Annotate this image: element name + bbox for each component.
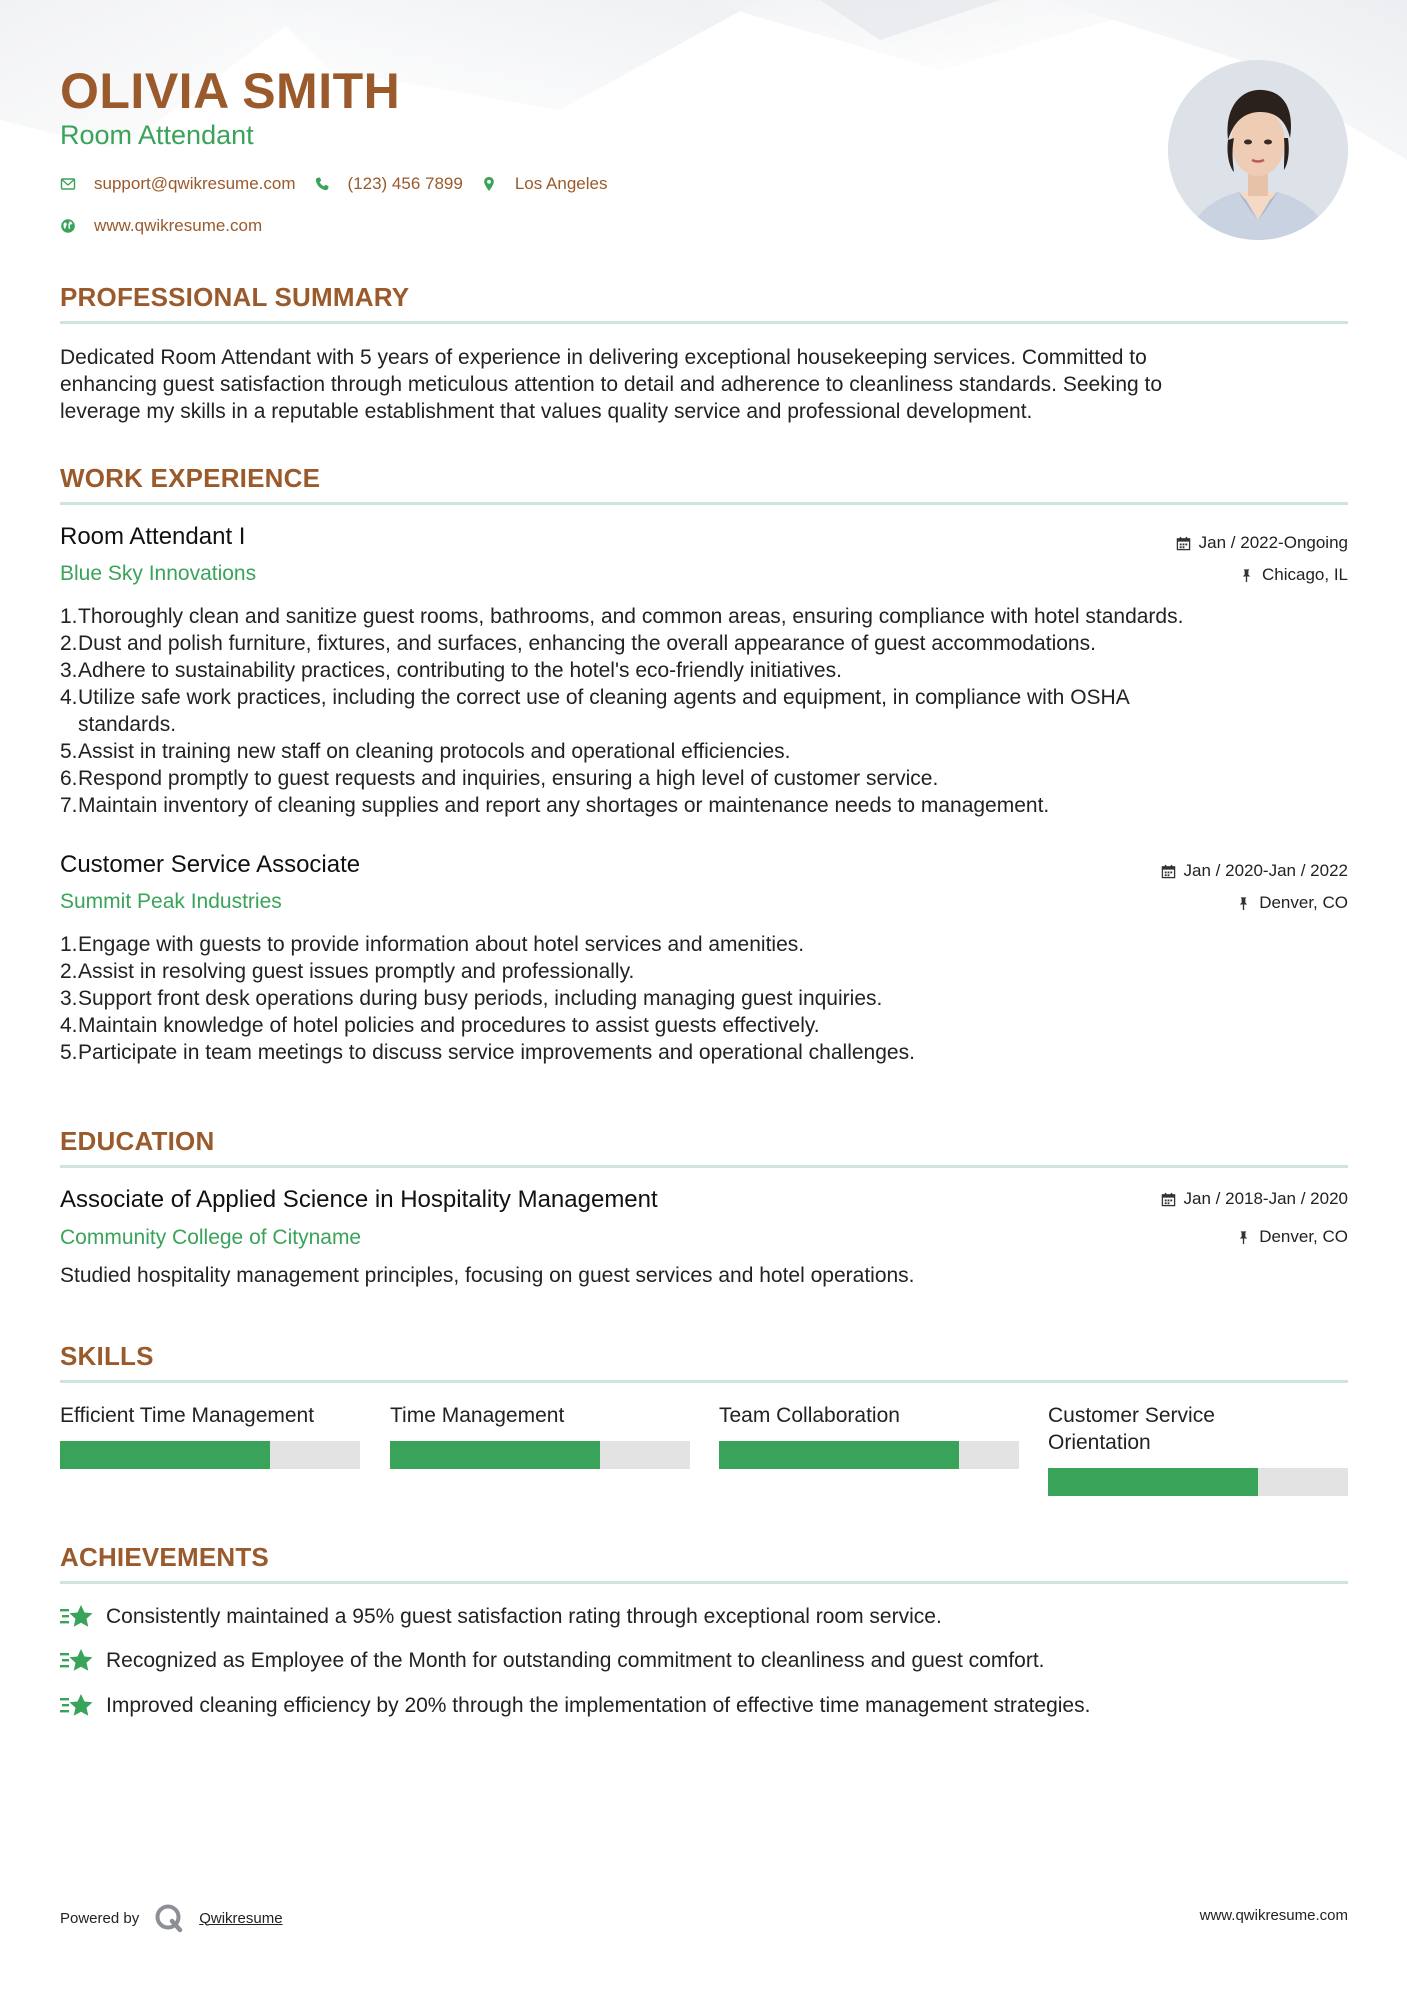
- education-section-title: EDUCATION: [60, 1126, 215, 1156]
- calendar-icon: [1176, 536, 1191, 551]
- skill-name: Time Management: [390, 1404, 565, 1427]
- list-item: 4. Maintain knowledge of hotel policies and procedures to assist guests effectively.: [60, 1014, 820, 1037]
- job-title: Customer Service Associate: [60, 851, 361, 878]
- calendar-icon: [1161, 864, 1176, 879]
- education-dates: [1161, 1189, 1348, 1209]
- pushpin-icon: [1236, 896, 1251, 911]
- map-pin-icon: [481, 176, 497, 192]
- candidate-role: Room Attendant: [60, 120, 254, 150]
- skill-item: [60, 1402, 360, 1429]
- summary-line: Dedicated Room Attendant with 5 years of experience in delivering exceptional housekeeping services. Committed to: [60, 346, 1147, 369]
- job-location: [1239, 565, 1348, 585]
- contact-phone[interactable]: [314, 174, 463, 194]
- avatar-portrait: [1168, 60, 1348, 240]
- achievement-text: Consistently maintained a 95% guest satisfaction rating through exceptional room service.: [106, 1605, 942, 1628]
- education-dates-text: Jan / 2018-Jan / 2020: [1183, 1189, 1348, 1208]
- education-description: Studied hospitality management principles, focusing on guest services and hotel operations.: [60, 1264, 915, 1287]
- list-item: 2. Assist in resolving guest issues promptly and professionally.: [60, 960, 635, 983]
- contact-row-primary: [60, 174, 625, 194]
- summary-text: [60, 344, 1348, 425]
- job-title: Room Attendant I: [60, 523, 246, 550]
- contact-website-text: www.qwikresume.com: [94, 216, 263, 235]
- summary-line: leverage my skills in a reputable establishment that values quality service and professional development.: [60, 400, 1033, 423]
- pushpin-icon: [1239, 568, 1254, 583]
- job-dates: [1176, 533, 1348, 553]
- experience-divider: [60, 502, 1348, 505]
- list-item: 4. Utilize safe work practices, including the correct use of cleaning agents and equipment, in compliance with OSHA standards.: [60, 686, 1130, 736]
- list-item: 6. Respond promptly to guest requests and inquiries, ensuring a high level of customer service.: [60, 767, 939, 790]
- job-company: Blue Sky Innovations: [60, 562, 257, 585]
- list-item: 2. Dust and polish furniture, fixtures, and surfaces, enhancing the overall appearance of guest accommodations.: [60, 632, 1096, 655]
- profile-photo: [1168, 60, 1348, 240]
- envelope-icon: [60, 176, 76, 192]
- achievement-item: [60, 1604, 942, 1630]
- skill-name: Efficient Time Management: [60, 1404, 315, 1427]
- globe-icon: [60, 218, 76, 234]
- list-item: 3. Adhere to sustainability practices, contributing to the hotel's eco-friendly initiatives.: [60, 659, 842, 682]
- skill-item: [719, 1402, 1019, 1429]
- qwikresume-link[interactable]: Qwikresume: [199, 1909, 283, 1927]
- achievements-section-title: ACHIEVEMENTS: [60, 1542, 269, 1572]
- skills-section-title: SKILLS: [60, 1341, 154, 1371]
- skill-level-fill: [719, 1441, 959, 1469]
- education-divider: [60, 1165, 1348, 1168]
- skill-level-fill: [390, 1441, 600, 1469]
- list-item: 5. Participate in team meetings to discuss service improvements and operational challenges.: [60, 1041, 915, 1064]
- contact-website[interactable]: [60, 216, 262, 236]
- contact-row-secondary: [60, 216, 280, 236]
- contact-location: [481, 174, 608, 194]
- job-dates: [1161, 861, 1348, 881]
- summary-divider: [60, 321, 1348, 324]
- skill-name: Team Collaboration: [719, 1404, 900, 1427]
- job-location: [1236, 893, 1348, 913]
- list-item: 3. Support front desk operations during busy periods, including managing guest inquiries.: [60, 987, 883, 1010]
- skill-item: [390, 1402, 690, 1429]
- powered-by-label: Powered by: [60, 1909, 140, 1927]
- skill-level-bar: [390, 1441, 690, 1469]
- skill-level-fill: [1048, 1468, 1258, 1496]
- star-icon: [60, 1648, 94, 1674]
- achievement-item: [60, 1648, 1045, 1674]
- contact-location-text: Los Angeles: [514, 174, 608, 193]
- summary-line: enhancing guest satisfaction through meticulous attention to detail and adherence to cleanliness standards. Seeking to: [60, 373, 1163, 396]
- star-icon: [60, 1604, 94, 1630]
- calendar-icon: [1161, 1192, 1176, 1207]
- list-item: 5. Assist in training new staff on cleaning protocols and operational efficiencies.: [60, 740, 791, 763]
- summary-section-title: PROFESSIONAL SUMMARY: [60, 282, 410, 312]
- experience-section-title: WORK EXPERIENCE: [60, 463, 321, 493]
- skills-divider: [60, 1380, 1348, 1383]
- job-dates-text: Jan / 2022-Ongoing: [1198, 533, 1348, 552]
- candidate-name: OLIVIA SMITH: [60, 63, 401, 119]
- phone-icon: [314, 176, 330, 192]
- job-responsibilities: [60, 931, 1348, 1066]
- job-dates-text: Jan / 2020-Jan / 2022: [1183, 861, 1348, 880]
- footer-website[interactable]: www.qwikresume.com: [1199, 1907, 1348, 1924]
- achievement-item: [60, 1693, 1090, 1719]
- skill-item: [1048, 1402, 1348, 1456]
- contact-email[interactable]: [60, 174, 296, 194]
- job-location-text: Denver, CO: [1259, 893, 1348, 912]
- job-company: Summit Peak Industries: [60, 890, 282, 913]
- contact-phone-text: (123) 456 7899: [347, 174, 463, 193]
- list-item: 7. Maintain inventory of cleaning supplies and report any shortages or maintenance needs to management.: [60, 794, 1050, 817]
- education-location-text: Denver, CO: [1259, 1227, 1348, 1246]
- pushpin-icon: [1236, 1230, 1251, 1245]
- job-location-text: Chicago, IL: [1262, 565, 1348, 584]
- skill-name: Customer Service: [1048, 1404, 1215, 1427]
- skill-level-fill: [60, 1441, 270, 1469]
- skill-level-bar: [60, 1441, 360, 1469]
- skill-level-bar: [1048, 1468, 1348, 1496]
- school-name: Community College of Cityname: [60, 1226, 362, 1249]
- skill-name: Orientation: [1048, 1431, 1151, 1454]
- achievements-divider: [60, 1581, 1348, 1584]
- footer-powered-by: [60, 1902, 283, 1934]
- achievement-text: Recognized as Employee of the Month for outstanding commitment to cleanliness and guest comfort.: [106, 1649, 1045, 1672]
- list-item: 1. Thoroughly clean and sanitize guest rooms, bathrooms, and common areas, ensuring compliance with hotel standards.: [60, 605, 1184, 628]
- skill-level-bar: [719, 1441, 1019, 1469]
- qwikresume-logo-icon: [153, 1902, 185, 1934]
- education-location: [1236, 1227, 1348, 1247]
- contact-email-text: support@qwikresume.com: [94, 174, 296, 193]
- achievement-text: Improved cleaning efficiency by 20% through the implementation of effective time management strategies.: [106, 1694, 1091, 1717]
- job-responsibilities: [60, 603, 1348, 819]
- star-icon: [60, 1693, 94, 1719]
- list-item: 1. Engage with guests to provide information about hotel services and amenities.: [60, 933, 805, 956]
- degree-title: Associate of Applied Science in Hospitality Management: [60, 1186, 658, 1213]
